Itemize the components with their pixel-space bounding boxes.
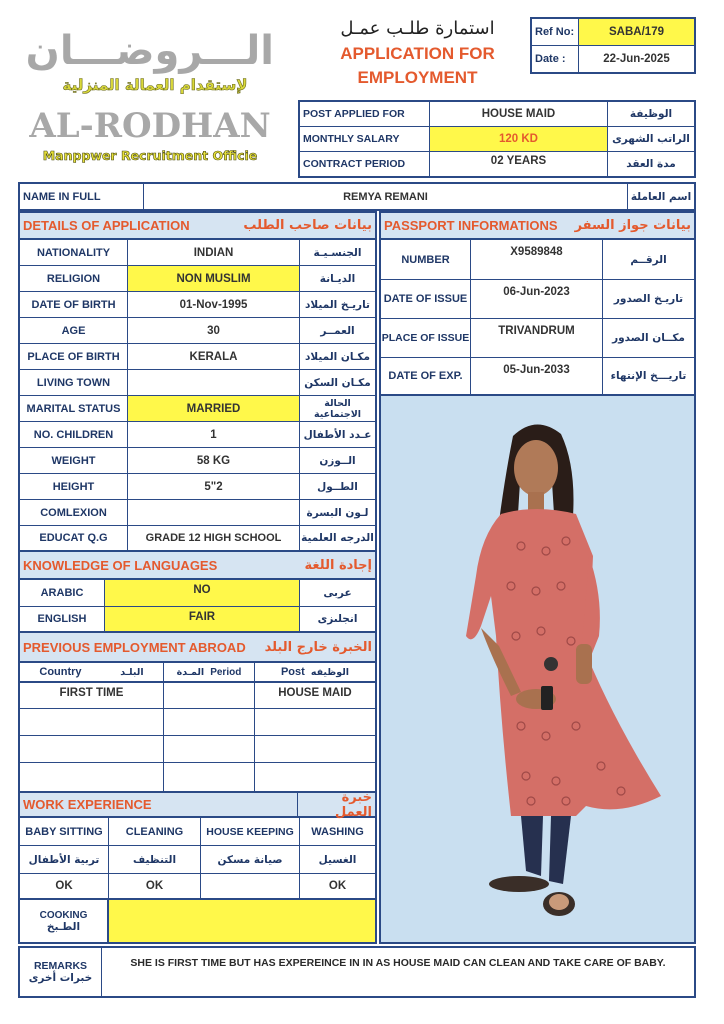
skill-en: CLEANING (109, 818, 201, 846)
post-arabic: الوظيفة (608, 102, 694, 127)
passport-title-arabic: بيانات جواز السفر (574, 218, 691, 233)
work-experience-title: WORK EXPERIENCE (23, 797, 152, 812)
detail-label: RELIGION (20, 266, 128, 292)
post-value: HOUSE MAID (430, 102, 608, 127)
prev-col-period-ar: المـدة (176, 666, 205, 678)
skill-en: WASHING (300, 818, 375, 846)
detail-label: NATIONALITY (20, 240, 128, 266)
languages-title-arabic: إجادة اللغة (304, 557, 372, 573)
applicant-photo (381, 396, 694, 942)
contract-label: CONTRACT PERIOD (300, 152, 430, 176)
contract-arabic: مدة العقد (626, 158, 676, 170)
date-value: 22-Jun-2025 (603, 53, 670, 65)
skill-value: OK (109, 874, 201, 900)
details-panel (18, 211, 377, 793)
skill-ar: التنظيف (109, 846, 201, 874)
prev-col-period (164, 663, 255, 683)
remarks-label (20, 948, 102, 996)
detail-value: 01-Nov-1995 (128, 292, 300, 318)
prev-cell (20, 736, 164, 763)
cooking-value (109, 900, 375, 942)
skill-ar: تربية الأطفال (20, 846, 109, 874)
detail-label: WEIGHT (20, 448, 128, 474)
detail-label: AGE (20, 318, 128, 344)
detail-value (128, 500, 300, 526)
work-experience-title-arabic: خبرة العمل (335, 789, 372, 820)
passport-arabic: تاريـخ الصدور (603, 280, 694, 319)
detail-value: INDIAN (128, 240, 300, 266)
detail-label: EDUCAT Q.G (20, 526, 128, 552)
skill-ar: الغسيل (300, 846, 375, 874)
details-title: DETAILS OF APPLICATION (23, 218, 190, 233)
remarks-label-ar: خبرات أخرى (28, 972, 93, 984)
passport-label: NUMBER (381, 240, 471, 280)
prev-cell: FIRST TIME (20, 683, 164, 709)
detail-value: NON MUSLIM (128, 266, 300, 292)
prev-col-country-en: Country (39, 666, 82, 678)
post-applied-box (298, 100, 696, 178)
logo-english-subtitle: Manppwer Recruitment Officie (42, 148, 258, 163)
detail-arabic: لـون البسرة (300, 500, 375, 526)
detail-arabic: الــوزن (300, 448, 375, 474)
prev-cell (164, 736, 255, 763)
detail-arabic: الجنسـيـة (300, 240, 375, 266)
detail-value: 30 (128, 318, 300, 344)
remarks-label-en: REMARKS (33, 960, 88, 972)
skill-value (201, 874, 300, 900)
cooking-label (20, 900, 109, 942)
detail-label: HEIGHT (20, 474, 128, 500)
passport-value: 06-Jun-2023 (471, 280, 603, 319)
detail-label: COMLEXION (20, 500, 128, 526)
prev-col-period-en: Period (210, 666, 242, 678)
previous-employment-title: PREVIOUS EMPLOYMENT ABROAD (23, 639, 246, 655)
logo-arabic-subtitle: لإستقدام العمالة المنزلية (62, 76, 248, 94)
detail-arabic: مكـان السكن (300, 370, 375, 396)
language-value: NO (105, 580, 300, 607)
previous-employment-title-arabic: الخبرة خارج البلد (264, 639, 372, 655)
person-photo-icon (381, 396, 694, 942)
languages-title: KNOWLEDGE OF LANGUAGES (23, 557, 218, 573)
form-title-english-1: APPLICATION FOR (340, 44, 495, 63)
detail-value: 5"2 (128, 474, 300, 500)
prev-cell (20, 763, 164, 791)
passport-label: DATE OF ISSUE (381, 280, 471, 319)
detail-arabic: الديـانة (300, 266, 375, 292)
skill-ar: صيانة مسكن (201, 846, 300, 874)
company-logo (20, 24, 280, 169)
logo-english-name: AL-RODHAN (29, 106, 271, 146)
details-title-arabic: بيانات صاحب الطلب (243, 218, 372, 233)
detail-arabic: الحالة الاجتماعية (300, 396, 375, 422)
prev-cell (255, 763, 375, 791)
form-title-arabic: استمارة طلـب عمـل (340, 18, 495, 39)
language-label: ENGLISH (20, 607, 105, 633)
previous-employment-header (20, 633, 375, 663)
remarks-box (18, 946, 696, 998)
detail-arabic: تاريـخ الميلاد (300, 292, 375, 318)
prev-cell (164, 709, 255, 736)
skill-en: HOUSE KEEPING (201, 818, 300, 846)
skill-value: OK (300, 874, 375, 900)
detail-label: DATE OF BIRTH (20, 292, 128, 318)
passport-value: 05-Jun-2033 (471, 358, 603, 396)
prev-col-post-ar: الوظيفه (310, 666, 350, 678)
prev-cell (255, 709, 375, 736)
prev-col-country-ar: البلـد (120, 666, 144, 678)
detail-label: LIVING TOWN (20, 370, 128, 396)
work-experience-header-ar (298, 789, 375, 820)
passport-value: TRIVANDRUM (471, 319, 603, 358)
languages-header (20, 552, 375, 580)
reference-box (530, 17, 696, 74)
passport-arabic: مكــان الصدور (603, 319, 694, 358)
detail-arabic: الطــول (300, 474, 375, 500)
language-value: FAIR (105, 607, 300, 633)
passport-title: PASSPORT INFORMATIONS (384, 218, 558, 233)
language-label: ARABIC (20, 580, 105, 607)
logo-arabic-name: الـــروضـــان (25, 28, 274, 74)
post-label: POST APPLIED FOR (300, 102, 430, 127)
detail-arabic: العمــر (300, 318, 375, 344)
detail-value: GRADE 12 HIGH SCHOOL (128, 526, 300, 552)
detail-value: 1 (128, 422, 300, 448)
salary-value: 120 KD (430, 127, 608, 152)
language-arabic: انجلىزى (300, 607, 375, 633)
detail-value (128, 370, 300, 396)
prev-cell (255, 736, 375, 763)
prev-col-post (255, 663, 375, 683)
name-value: REMYA REMANI (144, 184, 628, 209)
name-label: NAME IN FULL (20, 184, 144, 209)
form-title-english-2: EMPLOYMENT (357, 68, 478, 87)
salary-arabic: الراتب الشهرى (608, 127, 694, 152)
ref-no-label: Ref No: (532, 19, 579, 46)
passport-value: X9589848 (471, 240, 603, 280)
detail-value: KERALA (128, 344, 300, 370)
detail-label: MARITAL STATUS (20, 396, 128, 422)
salary-label: MONTHLY SALARY (300, 127, 430, 152)
prev-col-country (20, 663, 164, 683)
work-experience-header (20, 793, 298, 818)
name-arabic: اسم العاملة (630, 190, 692, 203)
remarks-text: SHE IS FIRST TIME BUT HAS EXPEREINCE IN IN AS HOUSE MAID CAN CLEAN AND TAKE CARE OF BABY. (130, 957, 666, 969)
detail-label: NO. CHILDREN (20, 422, 128, 448)
prev-cell (164, 763, 255, 791)
prev-cell (164, 683, 255, 709)
passport-header (381, 213, 694, 240)
date-label: Date : (532, 46, 579, 72)
detail-value: MARRIED (128, 396, 300, 422)
language-arabic: عربى (300, 580, 375, 607)
detail-arabic: مكـان الميلاد (300, 344, 375, 370)
skill-en: BABY SITTING (20, 818, 109, 846)
passport-label: PLACE OF ISSUE (381, 319, 471, 358)
detail-arabic: عـدد الأطفال (300, 422, 375, 448)
details-header (20, 213, 375, 240)
passport-panel (379, 211, 696, 944)
prev-cell: HOUSE MAID (255, 683, 375, 709)
detail-arabic: الدرجه العلمية (300, 526, 375, 552)
passport-arabic: تاريـــخ الإنتهاء (603, 358, 694, 396)
skill-value: OK (20, 874, 109, 900)
prev-col-post-en: Post (280, 666, 305, 678)
form-title (315, 16, 520, 100)
work-experience-panel (18, 791, 377, 944)
detail-label: PLACE OF BIRTH (20, 344, 128, 370)
detail-value: 58 KG (128, 448, 300, 474)
name-row (18, 182, 696, 211)
cooking-label-en: COOKING (39, 909, 88, 921)
ref-no-value: SABA/179 (579, 19, 694, 46)
cooking-label-ar: الطـبخ (46, 920, 81, 933)
contract-value: 02 YEARS (430, 152, 608, 176)
prev-cell (20, 709, 164, 736)
passport-label: DATE OF EXP. (381, 358, 471, 396)
passport-arabic: الرقــم (603, 240, 694, 280)
